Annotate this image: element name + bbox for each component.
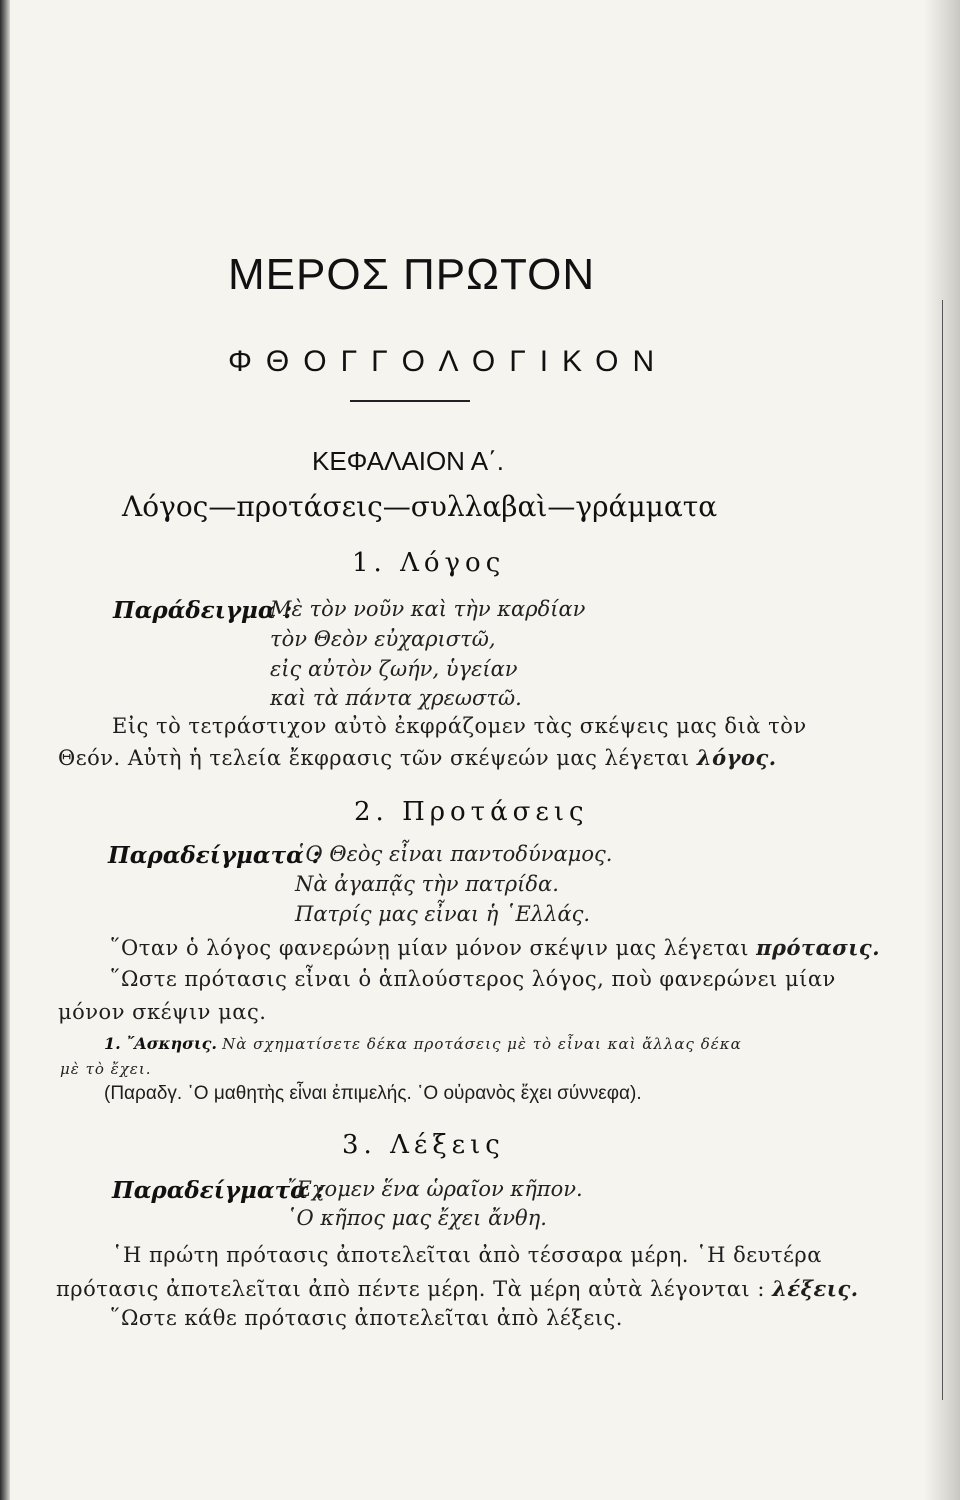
example-line: Πατρίς μας εἶναι ἡ ῾Ελλάς. — [295, 902, 591, 926]
title-rule — [350, 400, 470, 402]
example-line: Νὰ ἀγαπᾷς τὴν πατρίδα. — [295, 872, 559, 896]
example-line: ῎Εχομεν ἕνα ὡραῖον κῆπον. — [286, 1177, 583, 1201]
example-line: ῾Ο Θεὸς εἶναι παντοδύναμος. — [295, 842, 613, 866]
body-text: ῾Η πρώτη πρότασις ἀποτελεῖται ἀπὸ τέσσαρα μέρη. ῾Η δευτέρα — [112, 1243, 822, 1267]
part-subtitle: ΦΘΟΓΓΟΛΟΓΙΚΟΝ — [228, 345, 669, 378]
body-text: Εἰς τὸ τετράστιχον αὐτὸ ἐκφράζομεν τὰς σκέψεις μας διὰ τὸν — [112, 714, 807, 738]
page-fold-line — [942, 300, 943, 1400]
section-heading-logos: 1. Λόγος — [352, 548, 506, 578]
body-text: ῞Ωστε πρότασις εἶναι ὁ ἁπλούστερος λόγος, ποὺ φανερώνει μίαν — [110, 967, 836, 991]
example-label: Παραδείγματα : — [108, 842, 321, 869]
example-label: Παραδείγματα : — [112, 1177, 325, 1204]
keyword: πρότασις. — [756, 935, 881, 960]
example-line: καὶ τὰ πάντα χρεωστῶ. — [270, 686, 522, 710]
chapter-title: Λόγος—προτάσεις—συλλαβαὶ—γράμματα — [122, 490, 718, 523]
chapter-number: ΚΕΦΑΛΑΙΟΝ Α΄. — [312, 446, 504, 476]
body-text-part: Θεόν. Αὐτὴ ἡ τελεία ἔκφρασις τῶν σκέψεών μας λέγεται — [58, 746, 690, 770]
example-label: Παράδειγμα : — [113, 597, 293, 624]
exercise-example: (Παραδγ. ῾Ο μαθητὴς εἶναι ἐπιμελής. ῾Ο οὐρανὸς ἔχει σύννεφα). — [104, 1083, 642, 1104]
body-text — [58, 745, 777, 770]
body-text-part: ῞Οταν ὁ λόγος φανερώνῃ μίαν μόνον σκέψιν μας λέγεται — [110, 936, 749, 960]
body-text-part: πρότασις ἀποτελεῖται ἀπὸ πέντε μέρη. Τὰ μέρη αὐτὰ λέγονται : — [56, 1277, 765, 1301]
exercise-text: μὲ τὸ ἔχει. — [60, 1060, 152, 1078]
example-line: ῾Ο κῆπος μας ἔχει ἄνθη. — [286, 1206, 547, 1230]
body-text: μόνον σκέψιν μας. — [58, 1000, 267, 1024]
section-heading-protaseis: 2. Προτάσεις — [354, 797, 589, 827]
body-text — [56, 1276, 859, 1301]
keyword: λέξεις. — [772, 1276, 859, 1301]
example-line: εἰς αὐτὸν ζωήν, ὑγείαν — [270, 657, 518, 681]
body-text: ῞Ωστε κάθε πρότασις ἀποτελεῖται ἀπὸ λέξεις. — [110, 1306, 623, 1330]
keyword: λόγος. — [696, 745, 777, 770]
example-line: Μὲ τὸν νοῦν καὶ τὴν καρδίαν — [270, 597, 586, 621]
exercise-text: Νὰ σχηματίσετε δέκα προτάσεις μὲ τὸ εἶναι καὶ ἄλλας δέκα — [222, 1035, 742, 1053]
body-text — [110, 935, 880, 960]
example-line: τὸν Θεὸν εὐχαριστῶ, — [270, 627, 496, 651]
page-left-edge — [0, 0, 10, 1500]
part-title: ΜΕΡΟΣ ΠΡΩΤΟΝ — [228, 250, 596, 299]
exercise — [104, 1034, 742, 1053]
section-heading-lexeis: 3. Λέξεις — [342, 1130, 505, 1160]
exercise-label: 1. ῎Ασκησις. — [104, 1034, 217, 1053]
